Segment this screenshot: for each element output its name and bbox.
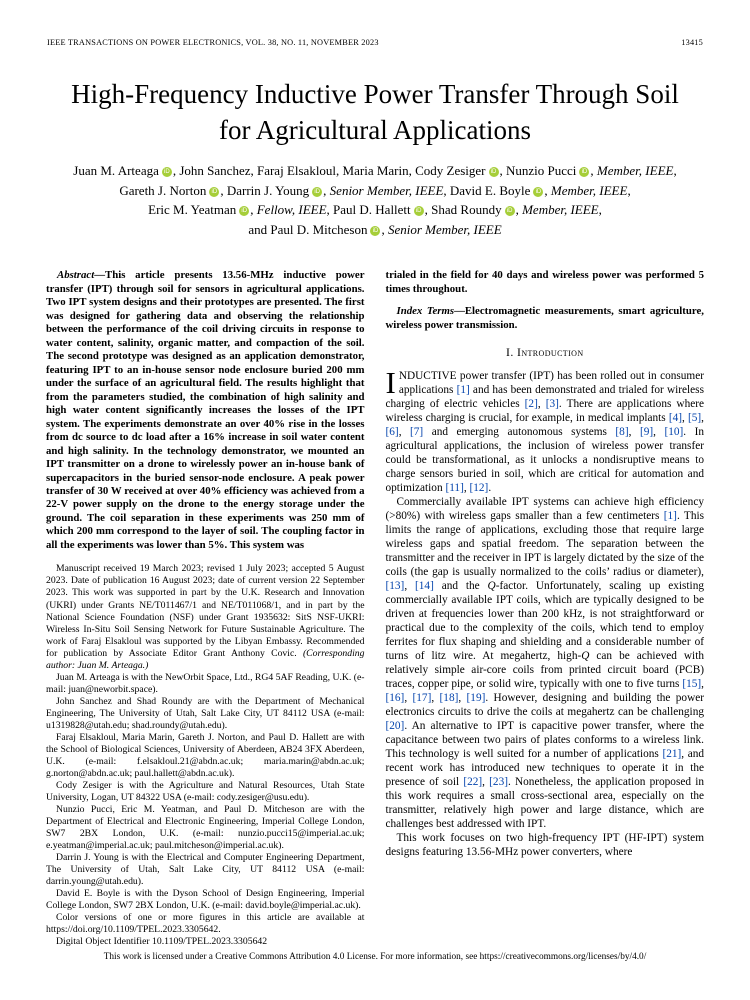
orcid-icon[interactable]: iD xyxy=(312,187,322,197)
author-names: , xyxy=(323,182,330,198)
author-role: Member, IEEE xyxy=(596,163,674,179)
orcid-icon[interactable]: iD xyxy=(579,167,589,177)
footnotes xyxy=(46,563,365,948)
author-names: Eric M. Yeatman xyxy=(148,202,237,218)
footnote-paragraph: Color versions of one or more figures in this article are available at https://doi.org/10.1109/TPEL.2023.3305642. xyxy=(46,912,365,936)
drop-cap: I xyxy=(385,365,396,401)
intro-paragraph-1-text: NDUCTIVE power transfer (IPT) has been rolled out in consumer applications [1] and has been demonstrated and trialed for wireless charging of electric vehicles [2], [3]. There are applications where wireless charging is crucial, for example, in medical implants [4], [5], [6], [7] and emerging autonomous systems [8], [9], [10]. In agricultural applications, the inclusion of wireless power transfer could be transformational, as it unlocks a nondisruptive means to charge sensors buried in soil, which are critical for automation and optimization [11], [12]. xyxy=(385,370,705,495)
citation-link[interactable]: [20] xyxy=(385,720,405,733)
author-role: Member, IEEE xyxy=(522,202,599,218)
two-column-body xyxy=(0,269,750,948)
abstract-continuation: trialed in the field for 40 days and wireless power was performed 5 times throughout. xyxy=(385,269,704,295)
orcid-icon[interactable]: iD xyxy=(239,206,249,216)
citation-link[interactable]: [18] xyxy=(439,692,459,705)
author-lines xyxy=(0,161,750,239)
author-line xyxy=(0,161,750,181)
citation-link[interactable]: [1] xyxy=(663,510,677,523)
orcid-icon[interactable]: iD xyxy=(370,226,380,236)
citation-link[interactable]: [1] xyxy=(456,384,470,397)
citation-link[interactable]: [19] xyxy=(466,692,486,705)
abstract xyxy=(46,269,365,552)
left-column xyxy=(46,269,365,948)
author-names: , Darrin J. Young xyxy=(220,182,310,198)
license-footer: This work is licensed under a Creative Commons Attribution 4.0 License. For more information, see https://creativecommons.org/licenses/by/4.0/ xyxy=(103,952,647,962)
author-names: Gareth J. Norton xyxy=(119,182,207,198)
citation-link[interactable]: [21] xyxy=(662,748,682,761)
citation-link[interactable]: [10] xyxy=(664,426,684,439)
paper-title: High-Frequency Inductive Power Transfer Through Soil for Agricultural Applications xyxy=(71,79,679,145)
author-role: Member, IEEE xyxy=(550,182,628,198)
author-names: , xyxy=(515,202,523,218)
citation-link[interactable]: [13] xyxy=(385,580,405,593)
author-line xyxy=(0,220,750,240)
italic-text: Q xyxy=(487,580,496,593)
page-number: 13415 xyxy=(681,38,703,47)
italic-text: Q xyxy=(581,650,590,663)
footnote-paragraph: Nunzio Pucci, Eric M. Yeatman, and Paul D. Mitcheson are with the Department of Electrical and Electronic Engineering, Imperial College London, SW7 2BX London, U.K. (e-mail: nunzio.pucci15@imperial.ac.uk; e.yeatman@imperial.ac.uk; paul.mitcheson@imperial.ac.uk). xyxy=(46,804,365,852)
footnote-paragraph: Juan M. Arteaga is with the NewOrbit Space, Ltd., RG4 5AF Reading, U.K. (e-mail: juan@neworbit.space). xyxy=(46,671,365,695)
citation-link[interactable]: [2] xyxy=(524,398,538,411)
citation-link[interactable]: [14] xyxy=(415,580,434,593)
citation-link[interactable]: [3] xyxy=(545,398,559,411)
citation-link[interactable]: [12] xyxy=(469,482,489,495)
italic-text: (Corresponding author: Juan M. Arteaga.) xyxy=(46,647,365,671)
intro-paragraph-3: This work focuses on two high-frequency IPT (HF-IPT) system designs featuring 13.56-MHz power converters, where xyxy=(385,832,704,859)
footnote-paragraph: John Sanchez and Shad Roundy are with the Department of Mechanical Engineering, The University of Utah, Salt Lake City, UT 84112 USA (e-mail: u1319828@utah.edu; shad.roundy@utah.edu). xyxy=(46,695,365,731)
author-role: Fellow, IEEE xyxy=(256,202,327,218)
orcid-icon[interactable]: iD xyxy=(414,206,424,216)
orcid-icon[interactable]: iD xyxy=(505,206,515,216)
citation-link[interactable]: [17] xyxy=(412,692,432,705)
footnote-paragraph: Digital Object Identifier 10.1109/TPEL.2023.3305642 xyxy=(56,936,268,948)
author-names: , xyxy=(598,202,602,218)
intro-paragraph-2: Commercially available IPT systems can achieve high efficiency (>80%) with wireless gaps smaller than a few centimeters [1]. This limits the range of applications, excluding those that require large wireless gaps and spatial freedom. The separation between the transmitter and the receiver in IPT is largely dictated by the size of the coils (the gap is usually normalized to the coils’ radius or diameter), [13], [14] and the Q-factor. Unfortunately, scaling up existing commercially available IPT coils, which are typically designed to be driven at frequencies lower than 200 kHz, is not straightforward or practical due to the complexity of the coils, which tend to employ ferrites for flux shaping and shielding and a considerable number of turns of litz wire. At megahertz, high-Q can be achieved with relatively simple air-core coils from printed circuit board (PCB) traces, copper pipe, or solid wire, typically with one to five turns [15], [16], [17], [18], [19]. However, designing and building the power electronics circuits to drive the coils at megahertz can be challenging [20]. An alternative to IPT is capacitive power transfer, where the capacitance between two pairs of plates conforms to a wireless link. This technology is well suited for a number of applications [21], and recent work has introduced new techniques to operate it in the presence of soil [22], [23]. Nonetheless, the application proposed in this work requires a small cross-sectional area, especially on the transmitter, relatively high power and large distance, which are challenges best addressed with IPT. xyxy=(385,496,705,831)
author-names: and Paul D. Mitcheson xyxy=(248,221,368,237)
citation-link[interactable]: [15] xyxy=(682,678,702,691)
citation-link[interactable]: [16] xyxy=(385,692,405,705)
author-names: , xyxy=(590,163,597,179)
author-names: , Nunzio Pucci xyxy=(499,163,577,179)
author-names: , Shad Roundy xyxy=(424,202,502,218)
citation-link[interactable]: [11] xyxy=(445,482,464,495)
orcid-icon[interactable]: iD xyxy=(162,167,172,177)
author-names: , Paul D. Hallett xyxy=(326,202,411,218)
index-terms xyxy=(386,305,705,332)
footnote-paragraph: Manuscript received 19 March 2023; revised 1 July 2023; accepted 5 August 2023. Date of publication 16 August 2023; date of current version 22 September 2023. This work was supported in part by the U.K. Research and Innovation (UKRI) under Grants NE/T011467/1 and NE/T011068/1, and in part by the National Science Foundation (NSF) under Grant 1935632: SitS NSF-UKRI: Wireless In-Situ Soil Sensing Network for Future Sustainable Agriculture. The work of Faraj Elsakloul was supported by the Libyan Embassy. Recommended for publication by Associate Editor Grant Anthony Covic. (Corresponding author: Juan M. Arteaga.) xyxy=(46,563,365,671)
journal-info: IEEE TRANSACTIONS ON POWER ELECTRONICS, VOL. 38, NO. 11, NOVEMBER 2023 xyxy=(47,38,379,47)
orcid-icon[interactable]: iD xyxy=(209,187,219,197)
abstract-text: —This article presents 13.56-MHz inductive power transfer (IPT) through soil for sensors in agricultural applications. Two IPT system designs and their prototypes are presented. The first was designed for gathering data and observing the relationship between the performance of the coil driving circuits in response to water content, salinity, organic matter, and compaction of the soil. The second prototype was designed as an application demonstrator, featuring IPT to an in-house sensor node enclosure buried 200 mm under the surface of an agricultural field. The results highlight that from the parameters studied, the combination of high salinity and high water content significantly increases the losses of the IPT system. The experiments demonstrate an over 40% rise in the losses from dc source to dc load after a 16% increase in soil water content and high salinity. In the technology demonstrator, we mounted an IPT transmitter on a drone to wirelessly power an in-house bank of supercapacitors in the buried sensor-node enclosure. A peak power transfer of 30 W received at over 40% efficiency was achieved from a 22-V power supply on the drone to the energy storage under the ground. The coil separation in these experiments was 250 mm of which 200 mm correspond to the layer of soil. The coupling factor in all the experiments was lower than 5%. This system was xyxy=(46,269,365,551)
author-line xyxy=(0,200,750,220)
author-role: Senior Member, IEEE xyxy=(329,182,444,198)
citation-link[interactable]: [9] xyxy=(639,426,654,439)
author-names: , xyxy=(673,163,677,179)
author-names: , xyxy=(627,182,631,198)
index-terms-label: Index Terms xyxy=(396,305,455,318)
citation-link[interactable]: [6] xyxy=(385,426,399,439)
orcid-icon[interactable]: iD xyxy=(489,167,499,177)
author-line xyxy=(0,181,750,201)
orcid-icon[interactable]: iD xyxy=(533,187,543,197)
running-head xyxy=(47,38,703,47)
footnote-paragraph: David E. Boyle is with the Dyson School of Design Engineering, Imperial College London, SW7 2BX London, U.K. (e-mail: david.boyle@imperial.ac.uk). xyxy=(46,888,365,912)
author-names: Juan M. Arteaga xyxy=(73,163,159,179)
citation-link[interactable]: [23] xyxy=(489,776,508,789)
author-role: Senior Member, IEEE xyxy=(387,221,502,237)
right-column xyxy=(386,269,705,948)
author-names: , xyxy=(250,202,257,218)
author-names: , xyxy=(381,221,388,237)
author-names: , David E. Boyle xyxy=(443,182,531,198)
citation-link[interactable]: [22] xyxy=(463,776,483,789)
author-names: , xyxy=(544,182,551,198)
footnote-paragraph: Faraj Elsakloul, Maria Marin, Gareth J. Norton, and Paul D. Hallett are with the School of Biological Sciences, University of Aberdeen, AB24 3FX Aberdeen, U.K. (e-mail: f.elsakloul.21@abdn.ac.uk; maria.marin@abdn.ac.uk; g.norton@abdn.ac.uk; paul.hallett@abdn.ac.uk). xyxy=(46,731,365,779)
index-terms-text: —Electromagnetic measurements, smart agriculture, wireless power transmission. xyxy=(385,305,704,331)
abstract-label: Abstract xyxy=(57,269,95,282)
author-names: , John Sanchez, Faraj Elsakloul, Maria Marin, Cody Zesiger xyxy=(172,163,486,179)
citation-link[interactable]: [4] xyxy=(668,412,683,425)
citation-link[interactable]: [5] xyxy=(687,412,702,425)
section-heading-introduction: I. Introduction xyxy=(505,345,584,360)
footnote-paragraph: Cody Zesiger is with the Agriculture and Natural Resources, Utah State University, Logan, UT 84322 USA (e-mail: cody.zesiger@usu.edu). xyxy=(46,779,365,804)
citation-link[interactable]: [8] xyxy=(615,426,629,439)
footnote-paragraph: Darrin J. Young is with the Electrical and Computer Engineering Department, The University of Utah, Salt Lake City, UT 84112 USA (e-mail: darrin.young@utah.edu). xyxy=(46,852,365,888)
intro-paragraph-1 xyxy=(385,365,705,495)
citation-link[interactable]: [7] xyxy=(410,426,424,439)
